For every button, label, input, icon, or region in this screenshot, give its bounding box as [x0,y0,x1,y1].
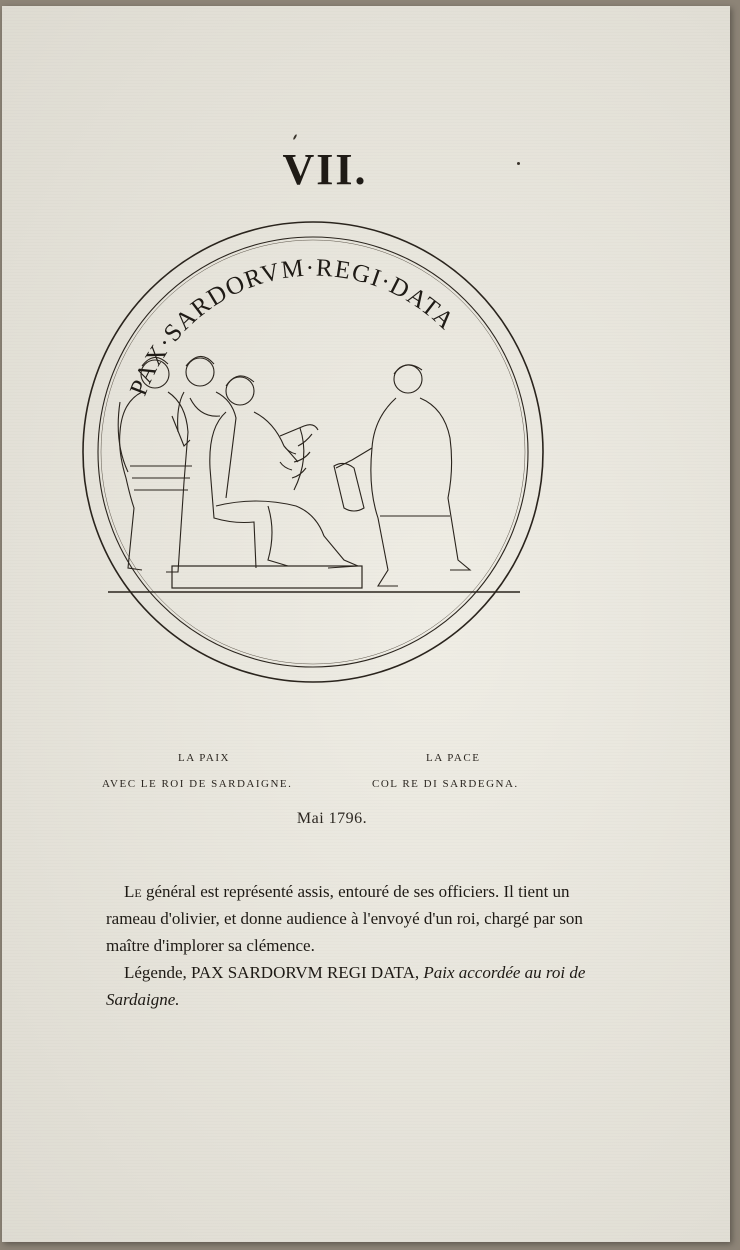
caption-it-line1: LA PACE [426,752,481,764]
plate-number: VII. [282,145,368,194]
description-paragraph-2: Légende, PAX SARDORVM REGI DATA, Paix accordée au roi de Sardaigne. [106,963,586,1009]
legend-translation: Paix accordée au roi de Sardaigne. [106,963,586,1009]
medal-engraving [80,216,550,686]
legend-reference: PAX SARDORVM REGI DATA [191,963,415,982]
medal-legend: PAX·SARDORVM·REGI·DATA [125,254,460,400]
caption-it-line2: COL RE DI SARDEGNA. [372,778,519,790]
scroll [334,463,364,511]
engraved-page [2,6,730,1242]
medal-outer-rim [83,222,543,682]
description-text [106,878,586,1013]
drop-lead: Le [124,882,142,901]
officer-figure-center [178,356,236,498]
caption-fr-line1: LA PAIX [178,752,230,764]
caption-date: Mai 1796. [296,810,368,827]
caption-fr-line2: AVEC LE ROI DE SARDAIGNE. [102,778,293,790]
description-paragraph-1: Le général est représenté assis, entouré de ses officiers. Il tient un rameau d'olivier, et donne audience à l'envoyé d'un roi, chargé par son maître d'implorer sa clémence. [106,882,583,955]
envoy-figure [334,365,470,586]
medal-inner-rim [98,237,528,667]
dais [172,566,362,588]
